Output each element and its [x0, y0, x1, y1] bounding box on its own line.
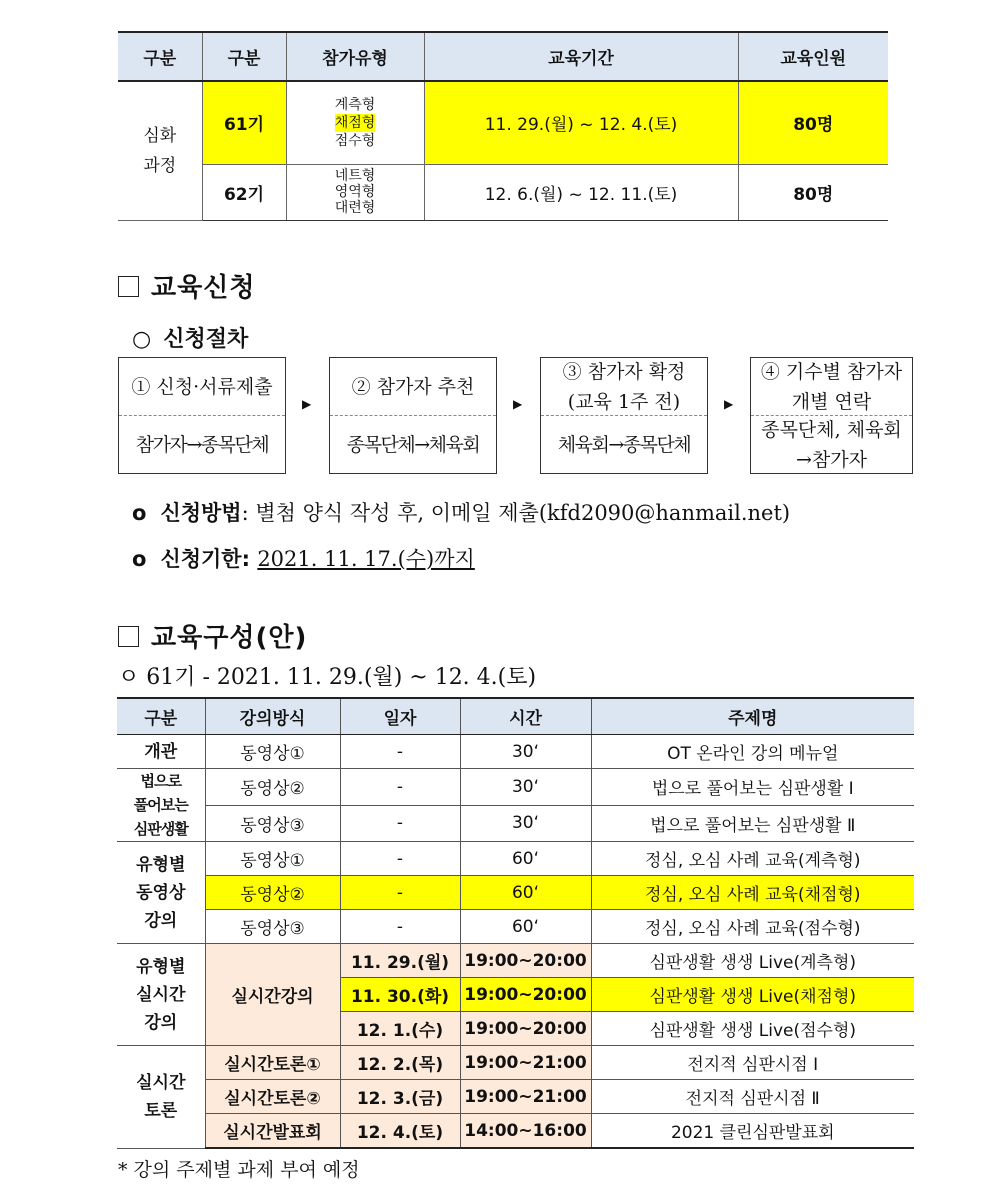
bullet-circle-icon: ○: [132, 327, 152, 352]
step-4-flow: 종목단체, 체육회 →참가자: [761, 418, 902, 471]
group-discussion: 실시간 토론: [117, 1046, 205, 1149]
table-cell-date: -: [340, 842, 460, 876]
group-cell: 심화 과정: [118, 81, 202, 220]
method-text: : 별첨 양식 작성 후, 이메일 제출(kfd2090@hanmail.net): [241, 501, 791, 525]
education-schedule-table: [118, 31, 888, 221]
table-cell-topic: 심판생활 생생 Live(채점형): [591, 978, 914, 1012]
table-cell-topic: 전지적 심판시점 Ⅱ: [591, 1080, 914, 1114]
apply-method: [132, 497, 790, 527]
section-curriculum-label: 교육구성(안): [151, 623, 308, 653]
table-cell-time: 60‘: [460, 842, 591, 876]
header-category: 구분: [118, 32, 202, 81]
step-4-box: [750, 357, 913, 474]
header-date: 일자: [340, 698, 460, 735]
group-overview: 개관: [117, 735, 205, 769]
step-3-box: [540, 357, 708, 474]
section-apply-label: 교육신청: [151, 273, 256, 303]
period-61: 11. 29.(월) ~ 12. 4.(토): [424, 81, 738, 164]
checkbox-square-icon: [118, 276, 139, 297]
deadline-label: 신청기한: [160, 547, 242, 571]
table-cell-topic: 심판생활 생생 Live(계측형): [591, 944, 914, 978]
table-cell-topic: 2021 클린심판발표회: [591, 1114, 914, 1149]
checkbox-square-icon: [118, 626, 139, 647]
step-1-title: ① 신청·서류제출: [119, 358, 285, 416]
table-cell-time: 60‘: [460, 876, 591, 910]
count-62: 80명: [738, 164, 888, 220]
table-cell-date: -: [340, 805, 460, 842]
procedure-label: 신청절차: [163, 327, 249, 352]
table-cell-topic: 정심, 오심 사례 교육(채점형): [591, 876, 914, 910]
type-area: 영역형: [334, 184, 376, 200]
arrow-right-icon: ▶: [302, 397, 312, 411]
table-cell-topic: 심판생활 생생 Live(점수형): [591, 1012, 914, 1046]
arrow-right-icon: ▶: [513, 397, 523, 411]
header-method: 강의방식: [205, 698, 340, 735]
bullet-o-icon: o: [132, 501, 147, 525]
header-category-2: 구분: [202, 32, 286, 81]
step-3-title: ③ 참가자 확정 (교육 1주 전): [541, 358, 707, 416]
section-apply-title: [118, 267, 255, 304]
table-cell-date: 12. 2.(목): [340, 1046, 460, 1080]
types-62: [286, 164, 424, 220]
table-cell-time: 14:00~16:00: [460, 1114, 591, 1149]
table-cell-method: 실시간발표회: [205, 1114, 340, 1149]
type-measure: 계측형: [334, 96, 376, 113]
step-3-flow: 체육회→종목단체: [557, 433, 691, 456]
period-62: 12. 6.(월) ~ 12. 11.(토): [424, 164, 738, 220]
type-points: 점수형: [334, 132, 376, 149]
header-topic: 주제명: [591, 698, 914, 735]
table-cell-method: 동영상③: [205, 805, 340, 842]
step-2-title: ② 참가자 추천: [330, 358, 496, 416]
section-curriculum-title: [118, 617, 307, 654]
table-cell-method: 동영상①: [205, 735, 340, 769]
table-cell-topic: 법으로 풀어보는 심판생활 Ⅰ: [591, 769, 914, 806]
table-cell-topic: 정심, 오심 사례 교육(계측형): [591, 842, 914, 876]
header-participant-type: 참가유형: [286, 32, 424, 81]
header-period: 교육기간: [424, 32, 738, 81]
header-time: 시간: [460, 698, 591, 735]
step-4-title: ④ 기수별 참가자 개별 연락: [751, 358, 912, 416]
count-61: 80명: [738, 81, 888, 164]
table-cell-time: 19:00~21:00: [460, 1080, 591, 1114]
type-scoring: 채점형: [334, 114, 376, 131]
bullet-o-icon: o: [132, 547, 147, 571]
group-live: 유형별 실시간 강의: [117, 944, 205, 1046]
table-cell-time: 19:00~20:00: [460, 1012, 591, 1046]
method-label: 신청방법: [160, 501, 242, 525]
table-cell-date: 11. 30.(화): [340, 978, 460, 1012]
apply-deadline: o 신청기한: 2021. 11. 17.(수)까지: [132, 547, 475, 571]
table-cell-date: 11. 29.(월): [340, 944, 460, 978]
table-cell-method: 동영상②: [205, 769, 340, 806]
table-cell-method-live: 실시간강의: [205, 944, 340, 1046]
header-headcount: 교육인원: [738, 32, 888, 81]
table-cell-date: -: [340, 735, 460, 769]
group-law: 법으로 풀어보는 심판생활: [117, 769, 205, 842]
table-cell-topic: 법으로 풀어보는 심판생활 Ⅱ: [591, 805, 914, 842]
table-cell-date: 12. 4.(토): [340, 1114, 460, 1149]
table-cell-date: 12. 1.(수): [340, 1012, 460, 1046]
table-cell-time: 30‘: [460, 805, 591, 842]
step-1-flow: 참가자→종목단체: [135, 433, 269, 456]
table-cell-time: 19:00~21:00: [460, 1046, 591, 1080]
procedure-title: [132, 322, 248, 353]
type-sparring: 대련형: [334, 200, 376, 216]
table-cell-time: 30‘: [460, 735, 591, 769]
table-cell-date: -: [340, 910, 460, 944]
term-61: 61기: [202, 81, 286, 164]
table-cell-date: -: [340, 769, 460, 806]
table-cell-method: 동영상①: [205, 842, 340, 876]
step-2-flow: 종목단체→체육회: [346, 433, 480, 456]
table-cell-time: 19:00~20:00: [460, 978, 591, 1012]
types-61: [286, 81, 424, 164]
type-net: 네트형: [334, 168, 376, 184]
deadline-text: 2021. 11. 17.(수)까지: [257, 547, 475, 571]
table-cell-time: 60‘: [460, 910, 591, 944]
group-video: 유형별 동영상 강의: [117, 842, 205, 944]
table-cell-time: 30‘: [460, 769, 591, 806]
table-cell-topic: 정심, 오심 사례 교육(점수형): [591, 910, 914, 944]
curriculum-table: [117, 697, 914, 1149]
curriculum-subtitle: ㅇ 61기 - 2021. 11. 29.(월) ~ 12. 4.(토): [118, 665, 537, 690]
table-cell-topic: OT 온라인 강의 메뉴얼: [591, 735, 914, 769]
step-1-box: [118, 357, 286, 474]
step-2-box: [329, 357, 497, 474]
table-cell-time: 19:00~20:00: [460, 944, 591, 978]
table-cell-topic: 전지적 심판시점 Ⅰ: [591, 1046, 914, 1080]
table-cell-date: -: [340, 876, 460, 910]
footnote: * 강의 주제별 과제 부여 예정: [118, 1159, 360, 1181]
table-cell-method: 동영상②: [205, 876, 340, 910]
term-62: 62기: [202, 164, 286, 220]
table-cell-date: 12. 3.(금): [340, 1080, 460, 1114]
table-cell-method: 실시간토론②: [205, 1080, 340, 1114]
arrow-right-icon: ▶: [724, 397, 734, 411]
table-cell-method: 동영상③: [205, 910, 340, 944]
table-cell-method: 실시간토론①: [205, 1046, 340, 1080]
header-category: 구분: [117, 698, 205, 735]
